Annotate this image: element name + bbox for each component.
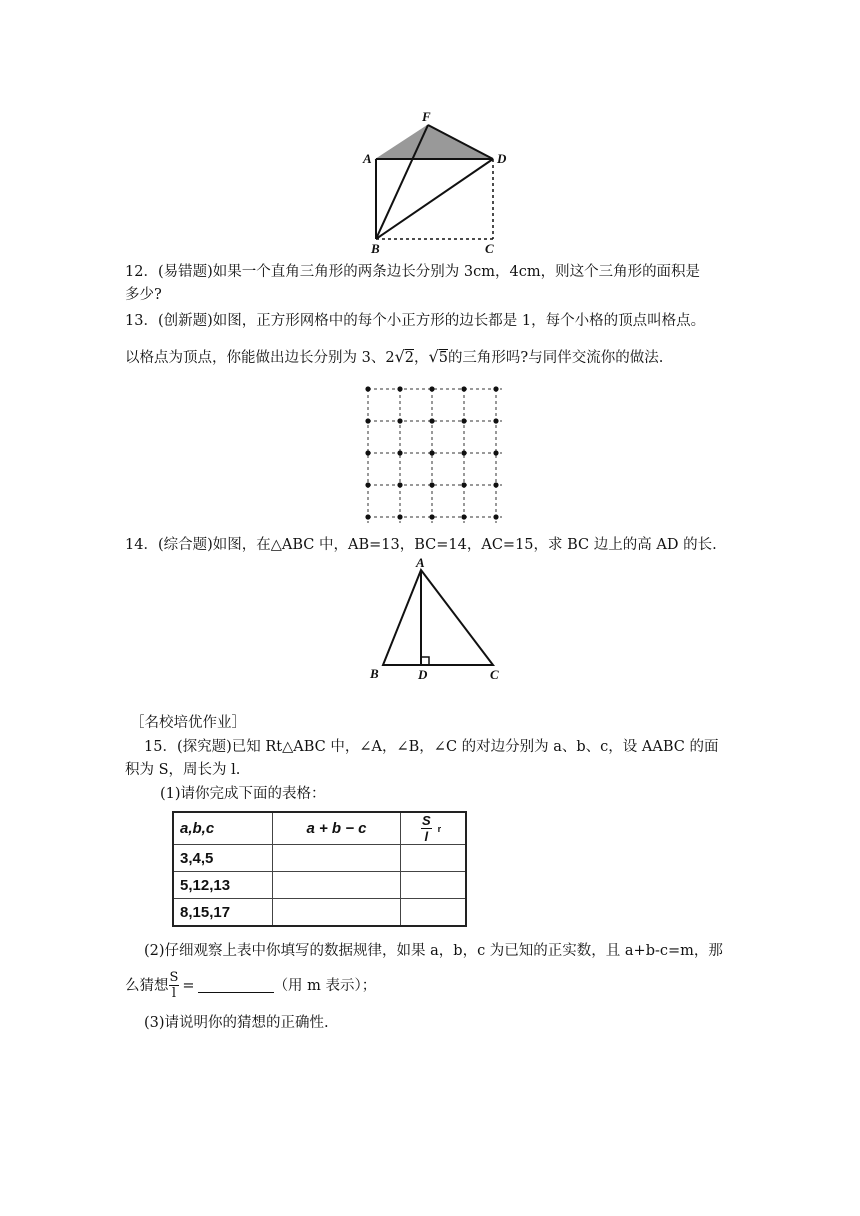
lattice-point (397, 482, 402, 487)
q15-part2-line2 (125, 970, 745, 1001)
q15-part2-post: （用 m 表示）； (273, 977, 377, 994)
table-cell: 5,12,13 (173, 872, 273, 899)
lattice-point (493, 450, 498, 455)
lattice-point (365, 418, 370, 423)
lattice-point (397, 418, 402, 423)
q15-line1: 15．(探究题)已知 Rt△ABC 中，∠A，∠B，∠C 的对边分别为 a、b、c，设 AABC 的面 (144, 739, 719, 755)
q12-line1: 12．(易错题)如果一个直角三角形的两条边长分别为 3cm，4cm，则这个三角形的面积是 (125, 264, 701, 280)
lattice-point (493, 514, 498, 519)
sqrt-radicand-a: 2 (404, 350, 414, 366)
table-cell-empty[interactable] (401, 872, 467, 899)
lattice-point (397, 450, 402, 455)
lattice-point (365, 450, 370, 455)
label-b: B (371, 241, 380, 256)
q13-line2 (125, 346, 745, 369)
lattice-point (429, 386, 434, 391)
header-a-plus-b-minus-c: a + b − c (273, 812, 401, 845)
lattice-point (493, 482, 498, 487)
lattice-point (365, 482, 370, 487)
lattice-point (461, 514, 466, 519)
label-c: C (485, 241, 494, 256)
header-s-over-l: $\frac{S}{l}$ r (401, 812, 467, 845)
data-table (172, 811, 467, 927)
sqrt-symbol: √ (428, 347, 439, 366)
table-cell: 8,15,17 (173, 899, 273, 927)
lattice-point (493, 386, 498, 391)
table-cell: 3,4,5 (173, 845, 273, 872)
table-row (173, 845, 466, 872)
table-cell-empty[interactable] (401, 845, 467, 872)
s-over-l-fraction: $\frac{S}{l}$ (169, 970, 179, 1001)
label-d: D (418, 667, 428, 682)
q15-part3: (3)请说明你的猜想的正确性. (144, 1015, 329, 1031)
table-cell-empty[interactable] (273, 845, 401, 872)
sqrt-radicand-b: 5 (438, 350, 448, 366)
q13-text-b: ， (414, 350, 429, 366)
shaded-triangle (376, 125, 493, 159)
q13-line1: 13．(创新题)如图，正方形网格中的每个小正方形的边长都是 1，每个小格的顶点叫格点。 (125, 313, 706, 329)
q13-text-c: 的三角形吗?与同伴交流你的做法. (447, 350, 664, 366)
q15-part1: (1)请你完成下面的表格： (160, 786, 326, 802)
lattice-point (461, 482, 466, 487)
answer-blank[interactable] (198, 978, 274, 993)
table-row (173, 899, 466, 927)
lattice-point (461, 450, 466, 455)
lattice-point (461, 386, 466, 391)
q13-text-a: 以格点为顶点，你能做出边长分别为 3、2 (125, 350, 395, 366)
triangle-abc-figure (362, 556, 512, 686)
label-c: C (490, 667, 499, 682)
table-cell-empty[interactable] (273, 899, 401, 927)
lattice-point (493, 418, 498, 423)
q15-part2-pre: 么猜想 (125, 977, 169, 994)
table-cell-empty[interactable] (401, 899, 467, 927)
table-row (173, 872, 466, 899)
equals-sign: = (182, 977, 195, 994)
lattice-point (429, 514, 434, 519)
lattice-point (461, 418, 466, 423)
label-a: A (416, 556, 425, 570)
lattice-point (429, 450, 434, 455)
label-a: A (363, 151, 372, 166)
q15-part2-line1: (2)仔细观察上表中你填写的数据规律，如果 a，b，c 为已知的正实数，且 a+b-c=m，那 (144, 943, 723, 959)
label-b: B (370, 666, 379, 681)
q12-line2: 多少? (125, 287, 162, 303)
lattice-grid (362, 383, 502, 523)
q15-line2: 积为 S，周长为 l. (125, 762, 241, 778)
sqrt-symbol: √ (394, 347, 405, 366)
q14-line1: 14．(综合题)如图，在△ABC 中，AB=13，BC=14，AC=15，求 BC 边上的高 AD 的长. (125, 537, 717, 553)
label-d: D (497, 151, 507, 166)
lattice-point (429, 418, 434, 423)
square-triangle-figure (355, 105, 525, 260)
table-cell-empty[interactable] (273, 872, 401, 899)
lattice-point (365, 514, 370, 519)
lattice-point (429, 482, 434, 487)
section-title: ［名校培优作业］ (130, 715, 246, 731)
lattice-point (365, 386, 370, 391)
header-abc: a,b,c (173, 812, 273, 845)
lattice-point (397, 386, 402, 391)
lattice-point (397, 514, 402, 519)
label-f: F (422, 109, 431, 124)
